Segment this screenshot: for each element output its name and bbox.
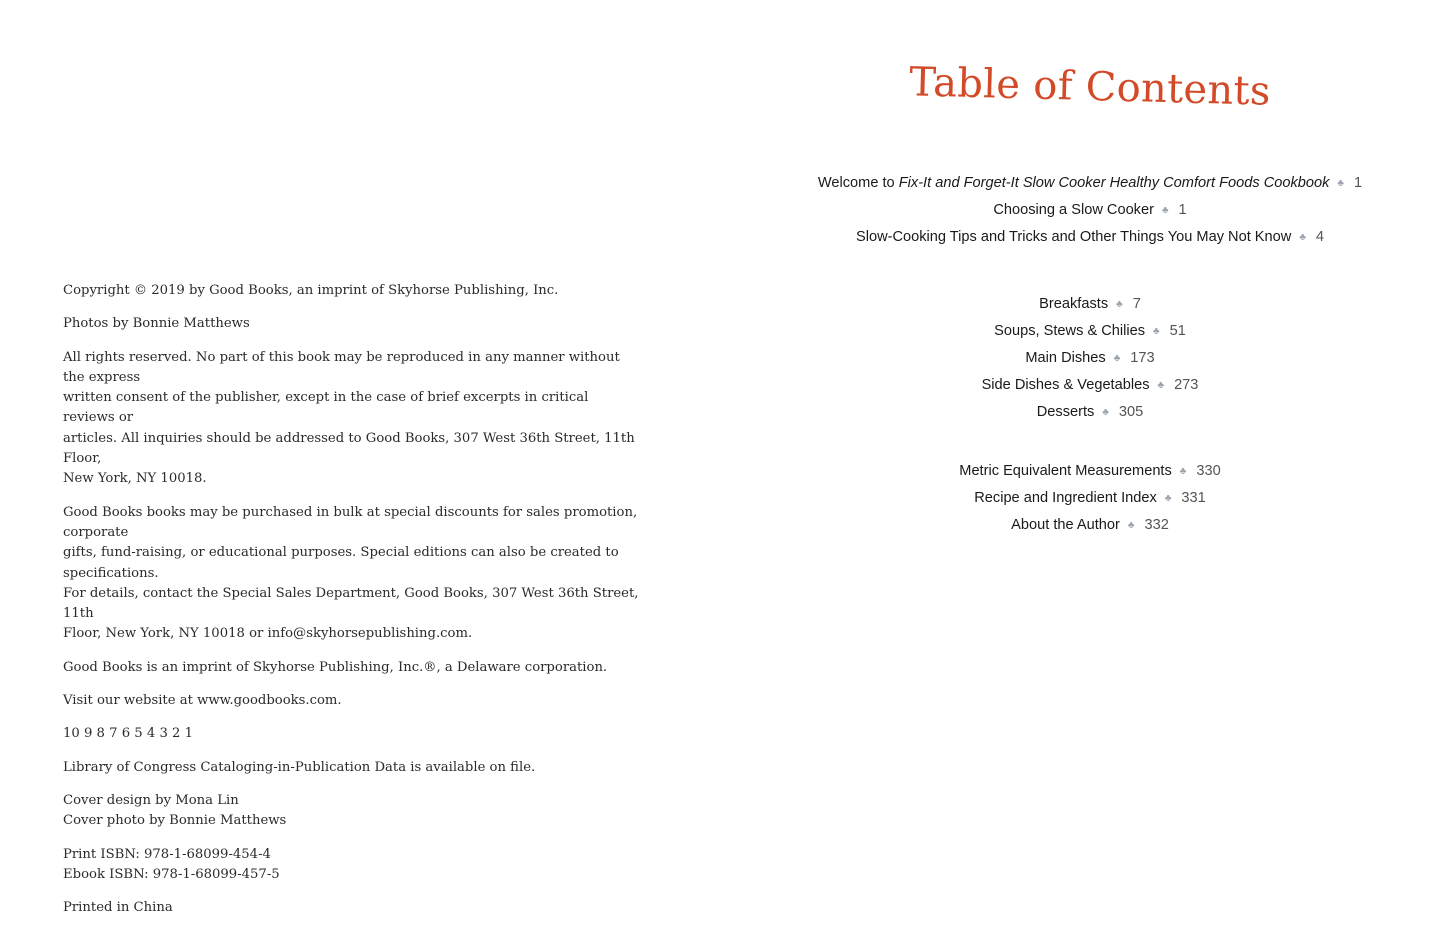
clover-separator-icon: ♣ [1179, 466, 1187, 477]
cover-design-credit: Cover design by Mona Lin [63, 792, 239, 808]
clover-separator-icon: ♣ [1157, 380, 1165, 391]
toc-page-number: 332 [1144, 517, 1169, 533]
toc-intro-group [780, 170, 1400, 251]
toc-entry-label: Metric Equivalent Measurements [959, 463, 1172, 479]
toc-entry-label: Soups, Stews & Chilies [994, 323, 1146, 339]
clover-separator-icon: ♣ [1337, 178, 1344, 189]
toc-entry[interactable] [780, 458, 1400, 485]
toc-chapters-group [780, 291, 1400, 426]
toc-title: Table of Contents [908, 59, 1272, 115]
toc-back-matter-group [780, 458, 1400, 539]
imprint-line: Good Books is an imprint of Skyhorse Publishing, Inc.®, a Delaware corporation. [63, 659, 608, 675]
toc-page-number: 1 [1178, 202, 1187, 218]
toc-entry[interactable] [780, 485, 1400, 512]
rights-line: written consent of the publisher, except in the case of brief excerpts in critical reviews or [63, 390, 589, 426]
toc-page-number: 273 [1174, 377, 1199, 393]
toc-entry[interactable] [780, 318, 1400, 345]
toc-entry[interactable] [780, 224, 1400, 251]
clover-separator-icon: ♣ [1116, 299, 1123, 310]
toc-page-number: 331 [1181, 490, 1206, 506]
toc-entry-label: Welcome to [817, 175, 899, 191]
loc-line: Library of Congress Cataloging-in-Publication Data is available on file. [63, 759, 536, 775]
bulk-sales-paragraph [63, 503, 643, 645]
toc-page-number: 4 [1315, 229, 1325, 245]
clover-separator-icon: ♣ [1164, 493, 1172, 504]
clover-separator-icon: ♣ [1127, 520, 1135, 531]
toc-entry[interactable] [780, 512, 1400, 539]
toc-entry-label: Desserts [1036, 404, 1095, 420]
photos-credit: Photos by Bonnie Matthews [63, 316, 250, 332]
printed-in-line: Printed in China [63, 900, 173, 916]
clover-separator-icon: ♣ [1113, 353, 1121, 364]
toc-page-number: 1 [1353, 175, 1363, 191]
isbn-block [63, 845, 643, 886]
bulk-line: Floor, New York, NY 10018 or info@skyhorsepublishing.com. [63, 626, 473, 642]
toc-page-number: 51 [1169, 323, 1186, 339]
toc-entry-label: About the Author [1011, 517, 1120, 533]
toc-page-number: 330 [1196, 463, 1221, 479]
rights-paragraph [63, 348, 643, 490]
toc-entry-label: Breakfasts [1039, 296, 1109, 312]
print-isbn: Print ISBN: 978-1-68099-454-4 [63, 846, 271, 862]
bulk-line: gifts, fund-raising, or educational purposes. Special editions can also be created to specifications. [63, 545, 619, 581]
copyright-line: Copyright © 2019 by Good Books, an imprint of Skyhorse Publishing, Inc. [63, 283, 559, 298]
toc-entry[interactable] [780, 372, 1400, 399]
toc-entry-label: Recipe and Ingredient Index [974, 490, 1157, 506]
website-line: Visit our website at www.goodbooks.com. [63, 693, 342, 709]
clover-separator-icon: ♣ [1102, 407, 1109, 418]
toc-entry[interactable] [780, 399, 1400, 426]
printing-line: 10 9 8 7 6 5 4 3 2 1 [63, 726, 194, 742]
bulk-line: For details, contact the Special Sales Department, Good Books, 307 West 36th Street, 11th [63, 585, 639, 622]
toc-entry-book-title: Fix-It and Forget-It Slow Cooker Healthy Comfort Foods Cookbook [898, 175, 1330, 191]
cover-credits [63, 791, 643, 832]
toc-entry[interactable] [780, 291, 1400, 318]
clover-separator-icon: ♣ [1161, 205, 1169, 216]
toc-entry-label: Choosing a Slow Cooker [993, 202, 1154, 218]
toc-entry-label: Side Dishes & Vegetables [981, 377, 1150, 393]
rights-line: All rights reserved. No part of this book may be reproduced in any manner without the express [63, 349, 620, 385]
toc-page-number: 173 [1130, 350, 1155, 366]
bulk-line: Good Books books may be purchased in bulk at special discounts for sales promotion, corporate [63, 504, 638, 540]
copyright-page [63, 281, 643, 931]
cover-photo-credit: Cover photo by Bonnie Matthews [63, 813, 287, 829]
clover-separator-icon: ♣ [1153, 326, 1160, 337]
ebook-isbn: Ebook ISBN: 978-1-68099-457-5 [63, 866, 280, 882]
toc-entry[interactable] [780, 345, 1400, 372]
toc-entry[interactable] [780, 170, 1400, 197]
toc-entry-label: Slow-Cooking Tips and Tricks and Other Things You May Not Know [855, 229, 1292, 245]
clover-separator-icon: ♣ [1299, 232, 1306, 243]
rights-line: articles. All inquiries should be addressed to Good Books, 307 West 36th Street, 11th Floor, [63, 430, 635, 467]
toc-entry-label: Main Dishes [1025, 350, 1106, 366]
toc-page-number: 7 [1132, 296, 1141, 312]
rights-line: New York, NY 10018. [63, 471, 207, 487]
toc-page-number: 305 [1118, 404, 1144, 420]
toc-entry[interactable] [780, 197, 1400, 224]
